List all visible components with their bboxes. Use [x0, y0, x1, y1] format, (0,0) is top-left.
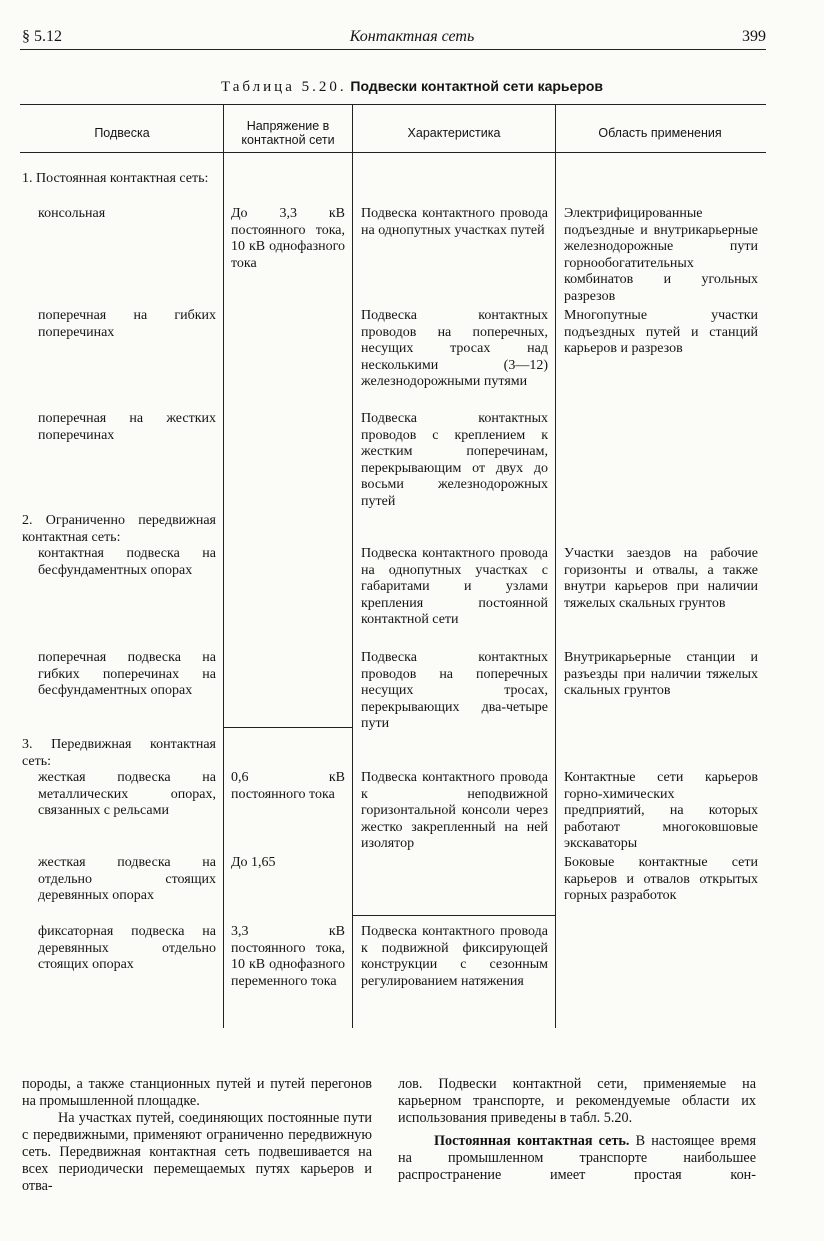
voltage-value: 0,6 кВ постоянного тока: [231, 770, 345, 802]
paragraph: породы, а также станционных путей и путей перегонов на промышленной площадке.: [22, 1076, 372, 1109]
group-title: 2. Ограниченно передвижная контактная сеть:: [22, 513, 216, 545]
application-text: Контактные сети карьеров горно-химических предприятий, на которых работают многоковшовые экскаваторы: [564, 770, 758, 851]
column-header: Подвеска: [94, 126, 150, 140]
table-top-rule: [20, 104, 766, 105]
paragraph-heading: Постоянная контактная сеть.: [434, 1133, 630, 1149]
application-text: Многопутные участки подъездных путей и станций карьеров и разрезов: [564, 308, 758, 356]
suspension-name: контактная подвеска на бесфундаментных опорах: [38, 546, 216, 578]
column-divider: [352, 104, 353, 1028]
column-divider: [223, 104, 224, 1028]
characteristic-text: Подвеска контактных проводов с креплением к жестким поперечинам, перекрывающим от двух до восьми железнодорожных путей: [361, 411, 548, 509]
characteristic-text: Подвеска контактного провода на однопутных участках с габаритами и узлами крепления постоянной контактной сети: [361, 546, 548, 627]
paragraph: лов. Подвески контактной сети, применяемые на карьерном транспорте, и рекомендуемые области их использования приведены в табл. 5.20.: [398, 1076, 756, 1126]
characteristic-text: Подвеска контактного провода на однопутных участках путей: [361, 206, 548, 238]
table-caption-title: Подвески контактной сети карьеров: [350, 78, 604, 94]
characteristic-text: Подвеска контактных проводов на поперечных, несущих тросах над несколькими (3—12) железнодорожными путями: [361, 308, 548, 389]
application-text: Электрифицированные подъездные и внутрикарьерные железнодорожные пути горнообогатительных комбинатов и угольных разрезов: [564, 206, 758, 304]
paragraph: На участках путей, соединяющих постоянные пути с передвижными, применяют ограниченно передвижную сеть. Передвижная контактная сеть подвешивается на всех периодически перемещаемых путях карьеров и отва-: [22, 1110, 372, 1194]
characteristic-text: Подвеска контактного провода к подвижной фиксирующей конструкции с сезонным регулированием натяжения: [361, 924, 548, 989]
group-title: 1. Постоянная контактная сеть:: [22, 171, 209, 186]
column-divider: [555, 104, 556, 1028]
table-caption-label: Таблица 5.20.: [220, 79, 347, 95]
cell-rule: [352, 915, 556, 916]
voltage-value: 3,3 кВ постоянного тока, 10 кВ однофазного переменного тока: [231, 924, 345, 989]
column-header: Область применения: [598, 126, 722, 140]
cell-rule: [223, 727, 353, 728]
suspension-name: жесткая подвеска на металлических опорах, связанных с рельсами: [38, 770, 216, 818]
table-header-rule: [20, 152, 766, 153]
column-header: Характеристика: [407, 126, 501, 140]
suspension-name: фиксаторная подвеска на деревянных отдельно стоящих опорах: [38, 924, 216, 972]
column-header: Напряжение в контактной сети: [241, 119, 335, 147]
group-title: 3. Передвижная контактная сеть:: [22, 737, 216, 769]
characteristic-text: Подвеска контактного провода к неподвижной горизонтальной консоли через жестко закрепленный на ней изолятор: [361, 770, 548, 851]
running-title: Контактная сеть: [349, 28, 475, 45]
suspension-name: поперечная на гибких поперечинах: [38, 308, 216, 340]
body-right-column: [398, 1076, 756, 1184]
suspension-name: консольная: [38, 206, 106, 221]
application-text: Участки заездов на рабочие горизонты и отвалы, а также внутри карьеров при наличии тяжелых скальных грунтов: [564, 546, 758, 611]
characteristic-text: Подвеска контактных проводов на поперечных несущих тросах, перекрывающих два-четыре пути: [361, 650, 548, 731]
section-number: § 5.12: [22, 28, 62, 45]
voltage-value: До 1,65: [231, 855, 276, 870]
paragraph: [398, 1133, 756, 1184]
page-number: 399: [742, 28, 766, 45]
suspension-name: поперечная подвеска на гибких поперечинах на бесфундаментных опорах: [38, 650, 216, 698]
suspension-name: поперечная на жестких поперечинах: [38, 411, 216, 443]
header-rule: [20, 49, 766, 50]
application-text: Боковые контактные сети карьеров и отвалов открытых горных разработок: [564, 855, 758, 903]
voltage-value: До 3,3 кВ постоянного тока, 10 кВ однофазного тока: [231, 206, 345, 271]
suspension-name: жесткая подвеска на отдельно стоящих деревянных опорах: [38, 855, 216, 903]
table-caption: [0, 78, 824, 96]
paragraph-text: В настоящее время на промышленном транспорте наибольшее распространение имеет простая кон-: [398, 1133, 757, 1183]
body-left-column: [22, 1076, 372, 1195]
application-text: Внутрикарьерные станции и разъезды при наличии тяжелых скальных грунтов: [564, 650, 758, 698]
